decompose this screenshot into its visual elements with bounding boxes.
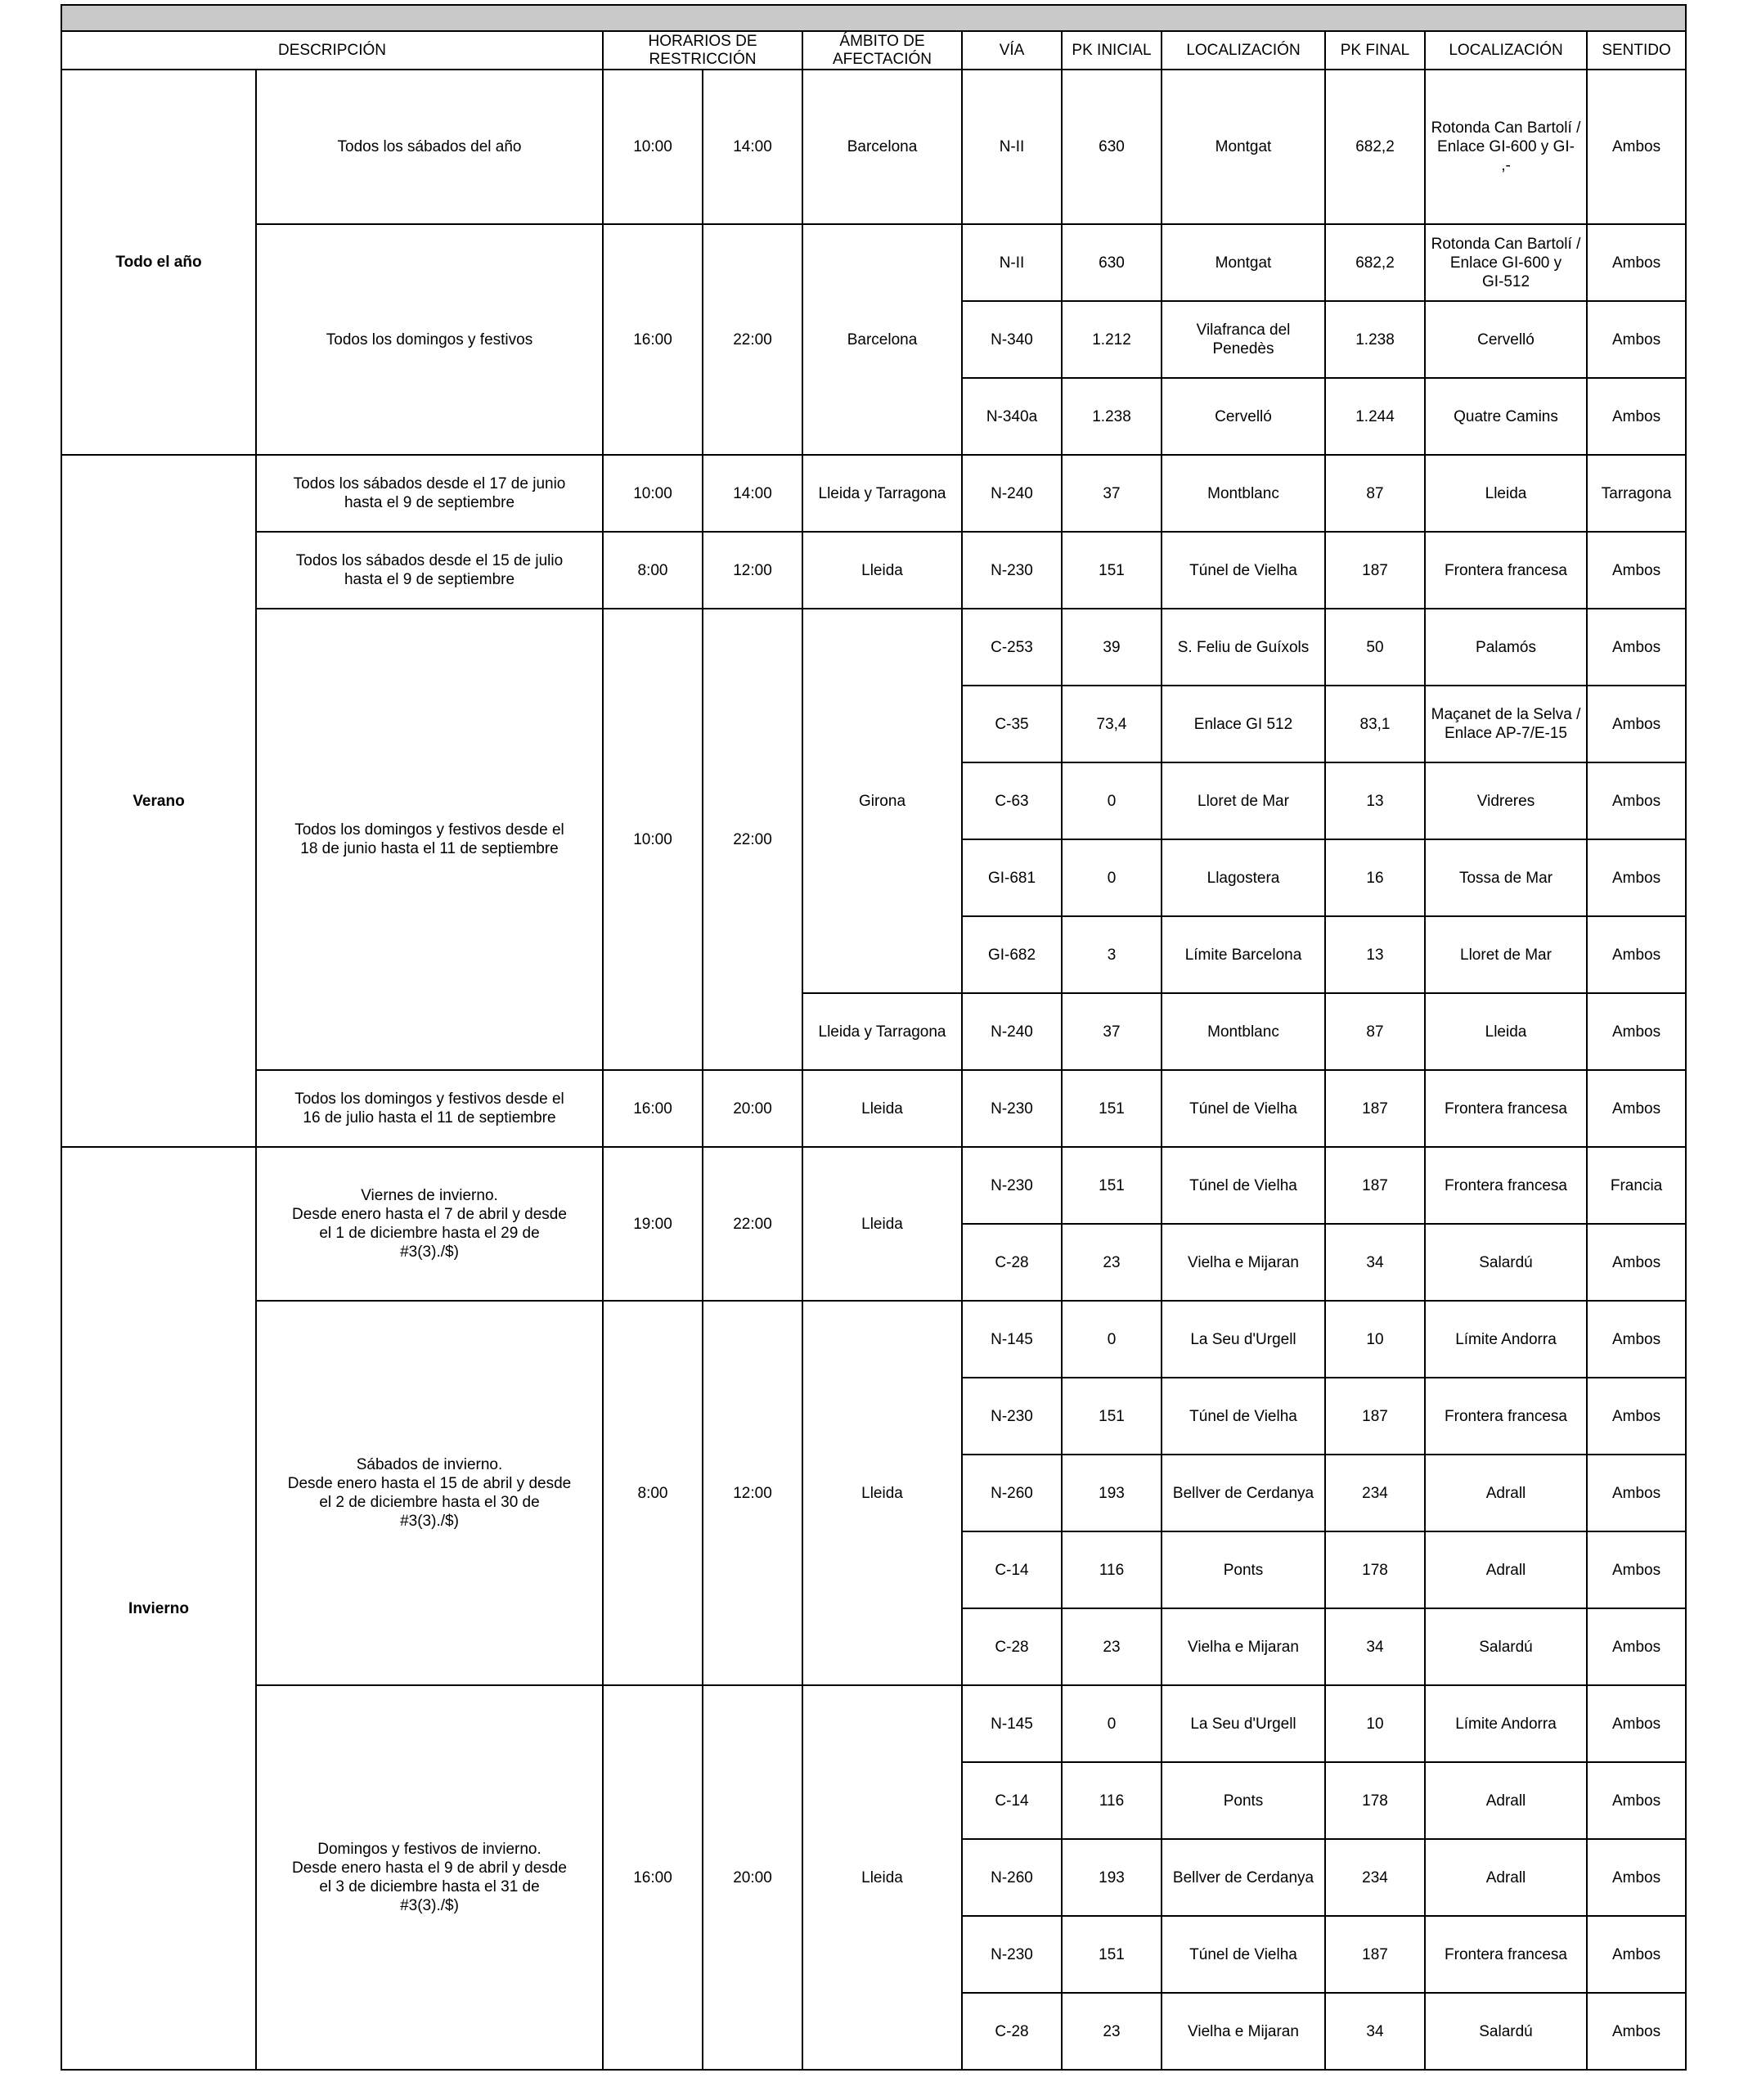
localizacion-final-cell: Frontera francesa xyxy=(1425,1070,1587,1147)
localizacion-inicial-cell: Túnel de Vielha xyxy=(1162,1378,1325,1455)
localizacion-final-cell: Vidreres xyxy=(1425,762,1587,839)
end-time: 22:00 xyxy=(703,609,802,1070)
localizacion-inicial-cell: Cervelló xyxy=(1162,378,1325,455)
via-cell: N-260 xyxy=(962,1455,1062,1531)
table-row xyxy=(61,224,1686,301)
table-row xyxy=(61,1685,1686,1762)
via-cell: N-260 xyxy=(962,1839,1062,1916)
pk-inicial-cell: 23 xyxy=(1062,1608,1162,1685)
localizacion-final-cell: Maçanet de la Selva / Enlace AP-7/E-15 xyxy=(1425,686,1587,762)
ambito: Girona xyxy=(802,609,962,993)
sentido-cell: Ambos xyxy=(1587,224,1686,301)
end-time: 14:00 xyxy=(703,70,802,224)
localizacion-final-cell: Lleida xyxy=(1425,993,1587,1070)
localizacion-inicial-cell: Túnel de Vielha xyxy=(1162,1070,1325,1147)
ambito: Barcelona xyxy=(802,224,962,455)
localizacion-inicial-cell: Ponts xyxy=(1162,1531,1325,1608)
end-time: 20:00 xyxy=(703,1685,802,2070)
ambito: Lleida y Tarragona xyxy=(802,455,962,532)
end-time: 14:00 xyxy=(703,455,802,532)
pk-inicial-cell: 151 xyxy=(1062,1070,1162,1147)
table-row xyxy=(61,70,1686,224)
start-time: 10:00 xyxy=(603,455,703,532)
end-time: 22:00 xyxy=(703,224,802,455)
via-cell: GI-682 xyxy=(962,916,1062,993)
end-time: 20:00 xyxy=(703,1070,802,1147)
pk-final-cell: 1.244 xyxy=(1325,378,1425,455)
pk-final-cell: 178 xyxy=(1325,1762,1425,1839)
localizacion-final-cell: Frontera francesa xyxy=(1425,1378,1587,1455)
localizacion-final-cell: Salardú xyxy=(1425,1608,1587,1685)
ambito: Lleida xyxy=(802,1070,962,1147)
restriction-description: Todos los domingos y festivos desde el 18 de junio hasta el 11 de septiembre xyxy=(256,609,603,1070)
start-time: 16:00 xyxy=(603,1685,703,2070)
localizacion-inicial-cell: Montblanc xyxy=(1162,993,1325,1070)
via-cell: N-240 xyxy=(962,455,1062,532)
via-cell: N-240 xyxy=(962,993,1062,1070)
pk-inicial-cell: 1.212 xyxy=(1062,301,1162,378)
via-cell: N-230 xyxy=(962,1378,1062,1455)
localizacion-inicial-cell: Lloret de Mar xyxy=(1162,762,1325,839)
pk-inicial-cell: 151 xyxy=(1062,532,1162,609)
via-cell: N-230 xyxy=(962,1916,1062,1993)
start-time: 16:00 xyxy=(603,224,703,455)
sentido-cell: Ambos xyxy=(1587,532,1686,609)
localizacion-inicial-cell: Vielha e Mijaran xyxy=(1162,1608,1325,1685)
ambito: Lleida xyxy=(802,1685,962,2070)
pk-final-cell: 234 xyxy=(1325,1455,1425,1531)
end-time: 22:00 xyxy=(703,1147,802,1301)
via-cell: C-28 xyxy=(962,1993,1062,2070)
header-pk-inicial: PK INICIAL xyxy=(1062,31,1162,70)
table-body xyxy=(61,5,1686,2070)
pk-inicial-cell: 37 xyxy=(1062,455,1162,532)
sentido-cell: Ambos xyxy=(1587,686,1686,762)
start-time: 10:00 xyxy=(603,70,703,224)
sentido-cell: Ambos xyxy=(1587,1224,1686,1301)
pk-inicial-cell: 23 xyxy=(1062,1993,1162,2070)
localizacion-final-cell: Frontera francesa xyxy=(1425,532,1587,609)
localizacion-inicial-cell: Ponts xyxy=(1162,1762,1325,1839)
header-pk-final: PK FINAL xyxy=(1325,31,1425,70)
sentido-cell: Ambos xyxy=(1587,839,1686,916)
ambito: Lleida xyxy=(802,1301,962,1685)
localizacion-final-cell: Frontera francesa xyxy=(1425,1147,1587,1224)
localizacion-final-cell: Tossa de Mar xyxy=(1425,839,1587,916)
table-row xyxy=(61,609,1686,686)
pk-inicial-cell: 151 xyxy=(1062,1147,1162,1224)
via-cell: C-28 xyxy=(962,1608,1062,1685)
sentido-cell: Ambos xyxy=(1587,1685,1686,1762)
pk-inicial-cell: 116 xyxy=(1062,1762,1162,1839)
via-cell: C-14 xyxy=(962,1531,1062,1608)
localizacion-final-cell: Lleida xyxy=(1425,455,1587,532)
sentido-cell: Ambos xyxy=(1587,1993,1686,2070)
localizacion-inicial-cell: Túnel de Vielha xyxy=(1162,1916,1325,1993)
end-time: 12:00 xyxy=(703,532,802,609)
pk-final-cell: 83,1 xyxy=(1325,686,1425,762)
end-time: 12:00 xyxy=(703,1301,802,1685)
sentido-cell: Ambos xyxy=(1587,1378,1686,1455)
sentido-cell: Ambos xyxy=(1587,609,1686,686)
localizacion-inicial-cell: Montblanc xyxy=(1162,455,1325,532)
start-time: 8:00 xyxy=(603,532,703,609)
sentido-cell: Ambos xyxy=(1587,1070,1686,1147)
localizacion-final-cell: Adrall xyxy=(1425,1839,1587,1916)
pk-inicial-cell: 0 xyxy=(1062,1685,1162,1762)
localizacion-final-cell: Salardú xyxy=(1425,1224,1587,1301)
localizacion-inicial-cell: Vielha e Mijaran xyxy=(1162,1993,1325,2070)
sentido-cell: Ambos xyxy=(1587,70,1686,224)
localizacion-final-cell: Lloret de Mar xyxy=(1425,916,1587,993)
restriction-description: Sábados de invierno. Desde enero hasta el 15 de abril y desde el 2 de diciembre hasta el 30 de #3(3)./$) xyxy=(256,1301,603,1685)
restriction-description: Todos los domingos y festivos xyxy=(256,224,603,455)
localizacion-final-cell: Límite Andorra xyxy=(1425,1301,1587,1378)
pk-final-cell: 187 xyxy=(1325,1916,1425,1993)
header-descripcion: DESCRIPCIÓN xyxy=(61,31,603,70)
pk-inicial-cell: 0 xyxy=(1062,1301,1162,1378)
sentido-cell: Ambos xyxy=(1587,762,1686,839)
sentido-cell: Ambos xyxy=(1587,916,1686,993)
season-invierno: Invierno xyxy=(61,1147,256,2070)
localizacion-final-cell: Límite Andorra xyxy=(1425,1685,1587,1762)
localizacion-final-cell: Palamós xyxy=(1425,609,1587,686)
sentido-cell: Tarragona xyxy=(1587,455,1686,532)
pk-inicial-cell: 73,4 xyxy=(1062,686,1162,762)
localizacion-inicial-cell: Túnel de Vielha xyxy=(1162,532,1325,609)
start-time: 16:00 xyxy=(603,1070,703,1147)
ambito: Lleida y Tarragona xyxy=(802,993,962,1070)
localizacion-inicial-cell: Bellver de Cerdanya xyxy=(1162,1455,1325,1531)
pk-final-cell: 34 xyxy=(1325,1993,1425,2070)
pk-final-cell: 187 xyxy=(1325,1378,1425,1455)
sentido-cell: Ambos xyxy=(1587,1839,1686,1916)
localizacion-final-cell: Frontera francesa xyxy=(1425,1916,1587,1993)
via-cell: C-35 xyxy=(962,686,1062,762)
localizacion-inicial-cell: S. Feliu de Guíxols xyxy=(1162,609,1325,686)
via-cell: N-230 xyxy=(962,1070,1062,1147)
pk-inicial-cell: 151 xyxy=(1062,1916,1162,1993)
localizacion-inicial-cell: Límite Barcelona xyxy=(1162,916,1325,993)
start-time: 19:00 xyxy=(603,1147,703,1301)
start-time: 10:00 xyxy=(603,609,703,1070)
pk-final-cell: 178 xyxy=(1325,1531,1425,1608)
pk-inicial-cell: 116 xyxy=(1062,1531,1162,1608)
restriction-description: Todos los domingos y festivos desde el 16 de julio hasta el 11 de septiembre xyxy=(256,1070,603,1147)
pk-inicial-cell: 3 xyxy=(1062,916,1162,993)
sentido-cell: Ambos xyxy=(1587,1455,1686,1531)
restriction-description: Domingos y festivos de invierno. Desde enero hasta el 9 de abril y desde el 3 de diciembre hasta el 31 de #3(3)./$) xyxy=(256,1685,603,2070)
header-horarios: HORARIOS DE RESTRICCIÓN xyxy=(603,31,802,70)
ambito: Barcelona xyxy=(802,70,962,224)
via-cell: N-230 xyxy=(962,1147,1062,1224)
sentido-cell: Ambos xyxy=(1587,1916,1686,1993)
pk-final-cell: 34 xyxy=(1325,1608,1425,1685)
pk-inicial-cell: 151 xyxy=(1062,1378,1162,1455)
restriction-description: Viernes de invierno. Desde enero hasta el 7 de abril y desde el 1 de diciembre hasta el 29 de #3(3)./$) xyxy=(256,1147,603,1301)
via-cell: N-340 xyxy=(962,301,1062,378)
pk-inicial-cell: 630 xyxy=(1062,70,1162,224)
sentido-cell: Ambos xyxy=(1587,1301,1686,1378)
pk-final-cell: 187 xyxy=(1325,1070,1425,1147)
localizacion-inicial-cell: Montgat xyxy=(1162,70,1325,224)
pk-inicial-cell: 37 xyxy=(1062,993,1162,1070)
pk-final-cell: 234 xyxy=(1325,1839,1425,1916)
localizacion-inicial-cell: Montgat xyxy=(1162,224,1325,301)
via-cell: N-230 xyxy=(962,532,1062,609)
restrictions-sheet xyxy=(61,4,1685,2071)
title-bar-cell xyxy=(61,5,1686,31)
restriction-description: Todos los sábados desde el 17 de junio hasta el 9 de septiembre xyxy=(256,455,603,532)
season-verano: Verano xyxy=(61,455,256,1147)
via-cell: N-145 xyxy=(962,1301,1062,1378)
localizacion-final-cell: Salardú xyxy=(1425,1993,1587,2070)
table-row xyxy=(61,532,1686,609)
sentido-cell: Ambos xyxy=(1587,993,1686,1070)
pk-final-cell: 682,2 xyxy=(1325,70,1425,224)
localizacion-inicial-cell: La Seu d'Urgell xyxy=(1162,1301,1325,1378)
via-cell: C-253 xyxy=(962,609,1062,686)
localizacion-final-cell: Rotonda Can Bartolí / Enlace GI-600 y GI-512 xyxy=(1425,224,1587,301)
season-todo-el-ano: Todo el año xyxy=(61,70,256,455)
localizacion-final-cell: Cervelló xyxy=(1425,301,1587,378)
table-row xyxy=(61,1070,1686,1147)
via-cell: C-28 xyxy=(962,1224,1062,1301)
sentido-cell: Ambos xyxy=(1587,1608,1686,1685)
sentido-cell: Ambos xyxy=(1587,378,1686,455)
header-via: VÍA xyxy=(962,31,1062,70)
header-row xyxy=(61,31,1686,70)
localizacion-inicial-cell: Bellver de Cerdanya xyxy=(1162,1839,1325,1916)
pk-inicial-cell: 39 xyxy=(1062,609,1162,686)
localizacion-inicial-cell: Enlace GI 512 xyxy=(1162,686,1325,762)
pk-final-cell: 682,2 xyxy=(1325,224,1425,301)
localizacion-final-cell: Adrall xyxy=(1425,1762,1587,1839)
pk-inicial-cell: 193 xyxy=(1062,1455,1162,1531)
pk-final-cell: 187 xyxy=(1325,1147,1425,1224)
restriction-description: Todos los sábados del año xyxy=(256,70,603,224)
start-time: 8:00 xyxy=(603,1301,703,1685)
pk-final-cell: 10 xyxy=(1325,1301,1425,1378)
pk-final-cell: 16 xyxy=(1325,839,1425,916)
sentido-cell: Ambos xyxy=(1587,1762,1686,1839)
pk-inicial-cell: 630 xyxy=(1062,224,1162,301)
restriction-description: Todos los sábados desde el 15 de julio hasta el 9 de septiembre xyxy=(256,532,603,609)
table-row xyxy=(61,1147,1686,1224)
via-cell: C-14 xyxy=(962,1762,1062,1839)
pk-inicial-cell: 0 xyxy=(1062,762,1162,839)
via-cell: GI-681 xyxy=(962,839,1062,916)
pk-final-cell: 1.238 xyxy=(1325,301,1425,378)
via-cell: N-340a xyxy=(962,378,1062,455)
ambito: Lleida xyxy=(802,1147,962,1301)
pk-final-cell: 13 xyxy=(1325,762,1425,839)
localizacion-inicial-cell: La Seu d'Urgell xyxy=(1162,1685,1325,1762)
table-row xyxy=(61,455,1686,532)
ambito: Lleida xyxy=(802,532,962,609)
pk-inicial-cell: 23 xyxy=(1062,1224,1162,1301)
header-localizacion-inicial: LOCALIZACIÓN xyxy=(1162,31,1325,70)
table-row xyxy=(61,1301,1686,1378)
pk-final-cell: 187 xyxy=(1325,532,1425,609)
pk-final-cell: 87 xyxy=(1325,455,1425,532)
header-localizacion-final: LOCALIZACIÓN xyxy=(1425,31,1587,70)
pk-final-cell: 10 xyxy=(1325,1685,1425,1762)
pk-inicial-cell: 193 xyxy=(1062,1839,1162,1916)
pk-inicial-cell: 1.238 xyxy=(1062,378,1162,455)
restrictions-table xyxy=(61,4,1687,2071)
pk-final-cell: 50 xyxy=(1325,609,1425,686)
localizacion-final-cell: Adrall xyxy=(1425,1531,1587,1608)
via-cell: N-II xyxy=(962,70,1062,224)
pk-final-cell: 13 xyxy=(1325,916,1425,993)
sentido-cell: Francia xyxy=(1587,1147,1686,1224)
pk-final-cell: 87 xyxy=(1325,993,1425,1070)
localizacion-inicial-cell: Llagostera xyxy=(1162,839,1325,916)
via-cell: C-63 xyxy=(962,762,1062,839)
title-bar xyxy=(61,5,1686,31)
pk-final-cell: 34 xyxy=(1325,1224,1425,1301)
localizacion-final-cell: Adrall xyxy=(1425,1455,1587,1531)
pk-inicial-cell: 0 xyxy=(1062,839,1162,916)
localizacion-final-cell: Rotonda Can Bartolí / Enlace GI-600 y GI- ,- xyxy=(1425,70,1587,224)
localizacion-inicial-cell: Vilafranca del Penedès xyxy=(1162,301,1325,378)
header-sentido: SENTIDO xyxy=(1587,31,1686,70)
sentido-cell: Ambos xyxy=(1587,1531,1686,1608)
localizacion-inicial-cell: Vielha e Mijaran xyxy=(1162,1224,1325,1301)
localizacion-final-cell: Quatre Camins xyxy=(1425,378,1587,455)
via-cell: N-II xyxy=(962,224,1062,301)
localizacion-inicial-cell: Túnel de Vielha xyxy=(1162,1147,1325,1224)
sentido-cell: Ambos xyxy=(1587,301,1686,378)
header-ambito: ÁMBITO DE AFECTACIÓN xyxy=(802,31,962,70)
via-cell: N-145 xyxy=(962,1685,1062,1762)
